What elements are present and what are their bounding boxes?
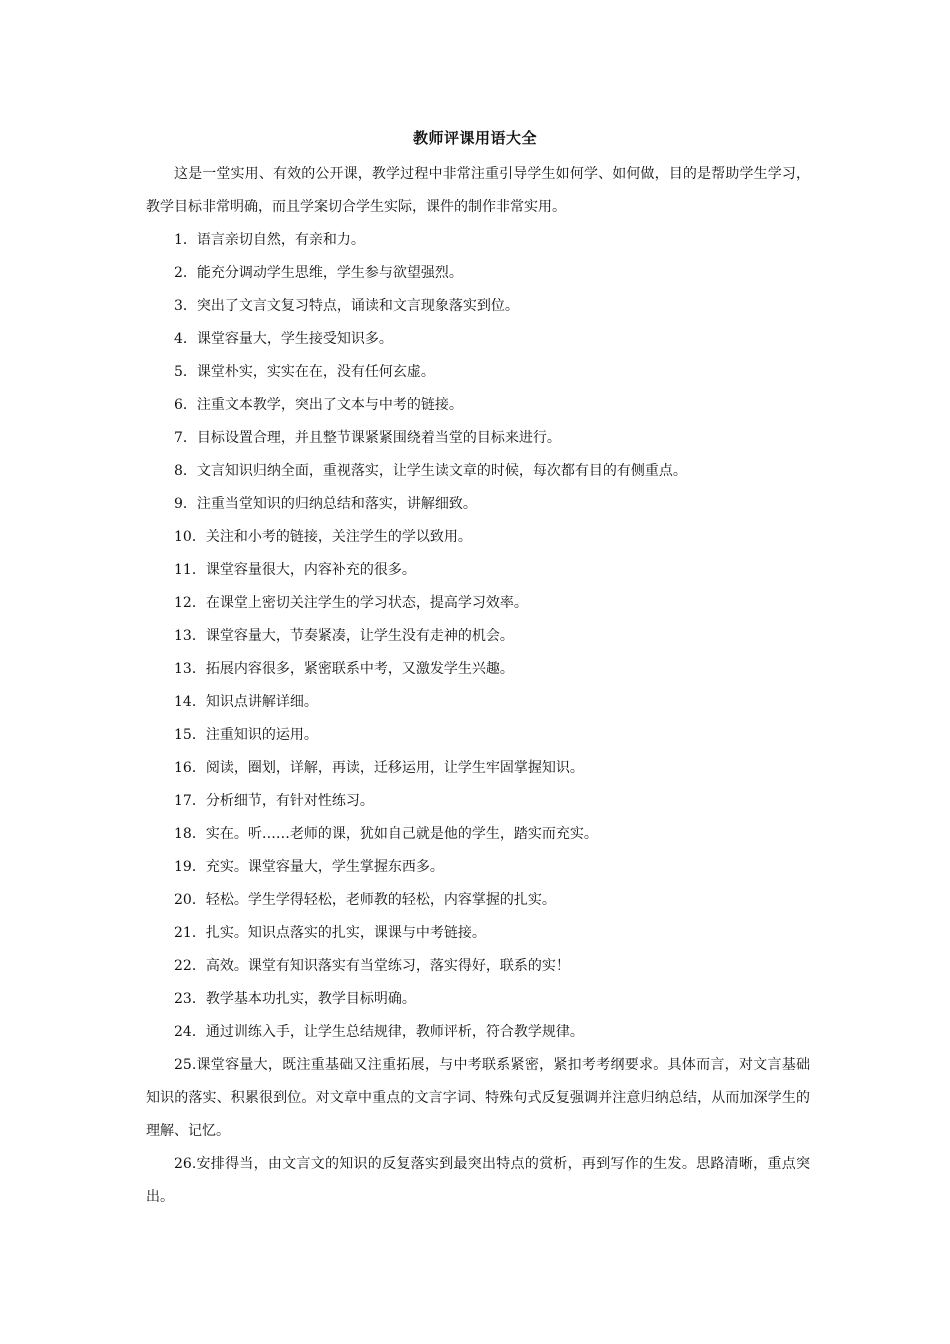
list-item: 13．拓展内容很多，紧密联系中考，又激发学生兴趣。 — [174, 661, 514, 677]
list-item: 3．突出了文言文复习特点，诵读和文言现象落实到位。 — [174, 298, 519, 314]
list-item: 12．在课堂上密切关注学生的学习状态，提高学习效率。 — [174, 595, 528, 611]
list-item: 15．注重知识的运用。 — [174, 727, 318, 743]
list-item: 13．课堂容量大，节奏紧凑，让学生没有走神的机会。 — [174, 628, 514, 644]
document-body — [146, 158, 810, 1214]
list-item: 2．能充分调动学生思维，学生参与欲望强烈。 — [174, 265, 463, 281]
list-item: 8．文言知识归纳全面，重视落实，让学生读文章的时候，每次都有目的有侧重点。 — [174, 463, 687, 479]
list-item: 6．注重文本教学，突出了文本与中考的链接。 — [174, 397, 463, 413]
list-item: 1．语言亲切自然，有亲和力。 — [174, 232, 365, 248]
list-item: 9．注重当堂知识的归纳总结和落实，讲解细致。 — [174, 496, 477, 512]
list-item: 18．实在。听……老师的课，犹如自己就是他的学生，踏实而充实。 — [174, 826, 598, 842]
list-item: 7．目标设置合理，并且整节课紧紧围绕着当堂的目标来进行。 — [174, 430, 561, 446]
list-item-long: 26.安排得当，由文言文的知识的反复落实到最突出特点的赏析，再到写作的生发。思路清晰，重点突出。 — [146, 1156, 810, 1205]
list-item: 24．通过训练入手，让学生总结规律，教师评析，符合教学规律。 — [174, 1024, 584, 1040]
list-item: 22．高效。课堂有知识落实有当堂练习，落实得好，联系的实！ — [174, 958, 570, 974]
intro-paragraph: 这是一堂实用、有效的公开课，教学过程中非常注重引导学生如何学、如何做，目的是帮助学生学习，教学目标非常明确，而且学案切合学生实际，课件的制作非常实用。 — [146, 166, 810, 215]
list-item: 11．课堂容量很大，内容补充的很多。 — [174, 562, 416, 578]
list-item: 20．轻松。学生学得轻松，老师教的轻松，内容掌握的扎实。 — [174, 892, 556, 908]
list-item: 23．教学基本功扎实，教学目标明确。 — [174, 991, 416, 1007]
evaluation-list — [146, 224, 810, 1214]
list-item: 5．课堂朴实，实实在在，没有任何玄虚。 — [174, 364, 435, 380]
list-item: 21．扎实。知识点落实的扎实，课课与中考链接。 — [174, 925, 486, 941]
list-item: 4．课堂容量大，学生接受知识多。 — [174, 331, 393, 347]
list-item: 14．知识点讲解详细。 — [174, 694, 318, 710]
list-item: 19．充实。课堂容量大，学生掌握东西多。 — [174, 859, 444, 875]
list-item: 10．关注和小考的链接，关注学生的学以致用。 — [174, 529, 472, 545]
list-item: 17．分析细节，有针对性练习。 — [174, 793, 374, 809]
list-item: 16．阅读，圈划，详解，再读，迁移运用，让学生牢固掌握知识。 — [174, 760, 584, 776]
list-item-long: 25.课堂容量大，既注重基础又注重拓展，与中考联系紧密，紧扣考考纲要求。具体而言，对文言基础知识的落实、积累很到位。对文章中重点的文言字词、特殊句式反复强调并注意归纳总结，从而加深学生的理解、记忆。 — [146, 1057, 810, 1139]
document-title: 教师评课用语大全 — [412, 129, 537, 147]
